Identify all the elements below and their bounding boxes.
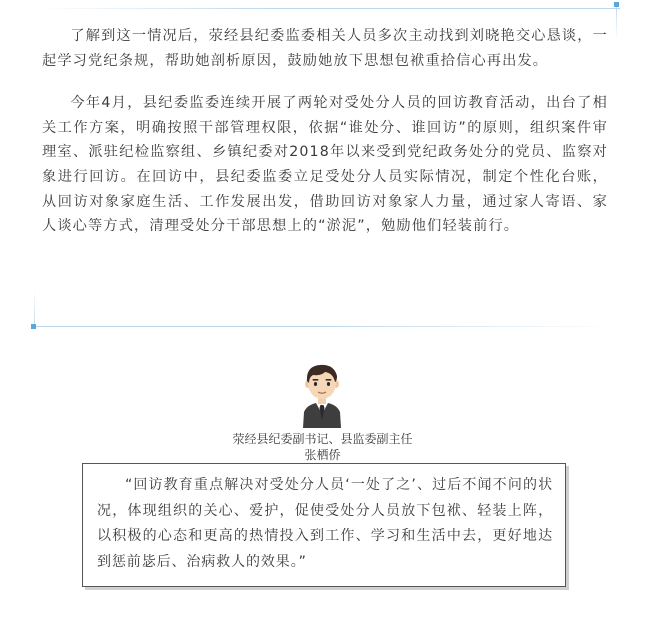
speaker-role: 荥经县纪委副书记、县监委副主任 xyxy=(232,432,413,446)
frame-left-line xyxy=(34,290,35,328)
frame-right-line xyxy=(616,4,617,40)
article-body xyxy=(42,24,608,257)
cartoon-man-avatar-icon xyxy=(299,362,345,428)
speaker-name: 张栖侨 xyxy=(304,448,341,462)
frame-bottom-line xyxy=(34,326,614,327)
frame-corner-square-bottom-left xyxy=(31,324,36,329)
article-paragraph-2: 今年4月，县纪委监委连续开展了两轮对受处分人员的回访教育活动，出台了相关工作方案，明确按照干部管理权限，依据“谁处分、谁回访”的原则，组织案件审理室、派驻纪检监察组、乡镇纪委对2018年以来受到党纪政务处分的党员、监察对象进行回访。在回访中，县纪委监委立足受处分人员实际情况，制定个性化台账，从回访对象家庭生活、工作发展出发，借助回访对象家人力量，通过家人寄语、家人谈心等方式，清理受处分干部思想上的“淤泥”，勉励他们轻装前行。 xyxy=(42,95,608,235)
quote-text: “回访教育重点解决对受处分人员‘一处了之’、过后不闻不问的状况，体现组织的关心、爱护，促使受处分人员放下包袱、轻装上阵，以积极的心态和更高的热情投入到工作、学习和生活中去，更好地达到惩前毖后、治病救人的效果。” xyxy=(97,477,553,570)
quote-box xyxy=(82,463,566,587)
article-paragraph-1: 了解到这一情况后，荥经县纪委监委相关人员多次主动找到刘晓艳交心恳谈，一起学习党纪条规，帮助她剖析原因，鼓励她放下思想包袱重拾信心再出发。 xyxy=(42,28,608,69)
frame-corner-square-top-right xyxy=(614,2,619,7)
frame-top-line xyxy=(40,8,620,9)
